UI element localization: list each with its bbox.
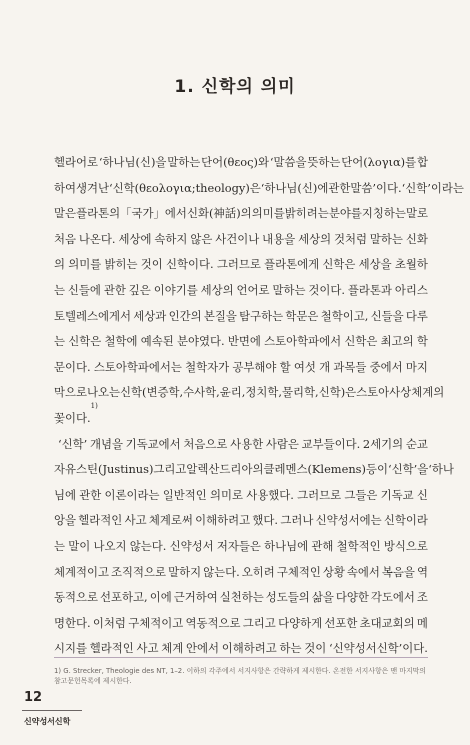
text-line	[54, 611, 428, 637]
word: 탐구하는	[239, 308, 284, 323]
word: 합	[416, 155, 428, 169]
word: ‘하나님(신)에	[260, 180, 329, 195]
word: 신	[416, 487, 428, 502]
word: 말하는	[167, 155, 201, 169]
word: 이처럼	[92, 615, 126, 630]
word: 성도들의	[265, 590, 310, 605]
word: 는	[54, 334, 66, 349]
footnote	[54, 666, 428, 686]
word: 복음을	[381, 564, 415, 579]
word: 역	[416, 564, 428, 579]
word: 관한	[328, 180, 351, 195]
word: 근거하여	[173, 590, 218, 605]
word: 그러므로	[216, 257, 261, 272]
text-line	[54, 380, 445, 406]
word: 것이	[304, 641, 327, 656]
word: 사람은	[265, 436, 299, 451]
word: 말하는	[272, 282, 306, 297]
word: 기독교에서	[125, 436, 181, 451]
word: 않은	[190, 231, 213, 246]
word: 하나님에	[264, 538, 309, 553]
word: 세상을	[358, 257, 392, 272]
word: 플라톤의	[76, 206, 121, 221]
word: 플라톤에게	[264, 257, 320, 272]
word: 체계의	[411, 385, 445, 400]
word: 메	[416, 615, 428, 630]
word: 것처럼	[334, 231, 368, 246]
word: 순교	[405, 436, 428, 451]
word: 것이	[140, 257, 163, 272]
word: ‘신학(θεολογια;	[109, 180, 196, 195]
word: 했다.	[252, 513, 279, 528]
word: 윤리,	[219, 385, 246, 400]
text-line	[54, 432, 428, 458]
word: 체계적이고	[54, 564, 110, 579]
word: 이에	[149, 590, 172, 605]
word: 알렉산드리아의	[186, 462, 264, 477]
word: 헬라어로	[54, 155, 99, 169]
word: 세상의	[298, 231, 332, 246]
word: 분야였다.	[177, 334, 225, 349]
text-line	[54, 508, 428, 534]
word: 철학자가	[185, 359, 230, 374]
word: 신들에	[67, 282, 101, 297]
word: 는	[54, 282, 66, 297]
word: 물리학,	[282, 385, 319, 400]
text-line	[54, 329, 428, 355]
word: 깊은	[128, 282, 151, 297]
word: 관한	[103, 282, 126, 297]
word: 님에	[54, 487, 77, 502]
word: 하여	[54, 180, 77, 195]
word: 2세기의	[362, 436, 404, 451]
word: 구체적이고	[128, 615, 184, 630]
word: 등이	[365, 462, 388, 477]
word: 세상에	[118, 231, 152, 246]
word: ‘하나	[428, 462, 454, 477]
word: 아리스	[394, 282, 428, 297]
word: 다양한	[335, 590, 369, 605]
text-line	[54, 150, 428, 176]
text-line	[54, 636, 428, 662]
word: ‘신약성서신학’이다.	[329, 641, 428, 656]
paragraph-1	[54, 150, 464, 432]
word: 는	[54, 538, 66, 553]
word: 할	[279, 359, 291, 374]
word: 말하지	[168, 564, 202, 579]
word: 말이	[68, 538, 91, 553]
text-line	[54, 457, 454, 483]
word: 실천하는	[219, 590, 264, 605]
word: 이해하려고	[221, 641, 277, 656]
word: 이해하려고	[195, 513, 251, 528]
word: 정치학,	[245, 385, 283, 400]
word: 그리고	[242, 615, 276, 630]
word: 신들을	[370, 308, 404, 323]
word: 신학은	[322, 257, 356, 272]
word: 신학은	[344, 334, 378, 349]
word: 개념을	[89, 436, 123, 451]
word: 교부들이다.	[301, 436, 361, 451]
word: 철학이고,	[320, 308, 369, 323]
word: 조직적으로	[111, 564, 167, 579]
word: 과목들	[333, 359, 367, 374]
word: 신학이다.	[166, 257, 214, 272]
word: 학문은	[285, 308, 319, 323]
word: 신학이라	[383, 513, 428, 528]
word: 헬라적인	[89, 641, 134, 656]
word: 중에서	[369, 359, 403, 374]
word: 삶을	[311, 590, 334, 605]
word: 동적으로	[54, 590, 99, 605]
word: 스토아	[356, 385, 390, 400]
word: 토텔레스에게서	[54, 308, 132, 323]
word: 헬라적인	[78, 513, 123, 528]
word: 것이다.	[308, 282, 346, 297]
word: 의미를	[68, 257, 102, 272]
word: 선포하고,	[100, 590, 148, 605]
text-line	[54, 227, 428, 253]
word: ‘하나님(신)을	[98, 155, 167, 169]
word: ‘말씀을	[269, 155, 307, 169]
word: 초월하	[394, 257, 428, 272]
word: 이야기를	[153, 282, 198, 297]
word: 명한다.	[54, 615, 91, 630]
word: 관해	[311, 538, 334, 553]
word: 이론이라는	[104, 487, 160, 502]
word: 사상	[389, 385, 412, 400]
word: 막으로	[54, 385, 88, 400]
text-line-text: 꽃이다.	[54, 410, 91, 425]
word: 다양하게	[278, 615, 323, 630]
word: 속하지	[154, 231, 188, 246]
word: 스토아학파에서는	[93, 359, 182, 374]
text-line	[54, 176, 464, 202]
word: 자	[54, 462, 66, 477]
word: 단어(θεος)와	[201, 155, 269, 169]
word: 저자들은	[216, 538, 261, 553]
word: 각도에서	[370, 590, 415, 605]
text-line	[54, 278, 428, 304]
word: 반면에	[227, 334, 261, 349]
word: 앙을	[54, 513, 77, 528]
word: 공부해야	[232, 359, 277, 374]
paragraph-2	[54, 432, 454, 662]
word: 일반적인	[162, 487, 207, 502]
word: 언어로	[236, 282, 270, 297]
word: 말씀’이다.	[350, 180, 402, 195]
word: 그러나	[280, 513, 314, 528]
word: 세상의	[200, 282, 234, 297]
text-line	[54, 534, 428, 560]
word: ‘신학’	[58, 436, 88, 451]
word: 구체적인	[276, 564, 321, 579]
word: 밝히려는	[284, 206, 329, 221]
word: 분야를	[328, 206, 362, 221]
word: 역동적으로	[185, 615, 241, 630]
word: 지칭하는	[361, 206, 406, 221]
word: 말로	[405, 206, 428, 221]
word: 사건이나	[215, 231, 260, 246]
footnote-line: 1) G. Strecker, Theologie des NT, 1–2. 이하의 각주에서 서지사항은 간략하게 제시한다. 온전한 서지사항은 맨 마지막의	[54, 667, 426, 675]
word: 말하는	[369, 231, 403, 246]
word: 마지	[405, 359, 428, 374]
word: ‘신학’이라는	[401, 180, 464, 195]
word: 신학)은	[318, 385, 357, 400]
word: 의	[54, 257, 66, 272]
word: 신약성서에는	[315, 513, 382, 528]
word: 플라톤과	[347, 282, 392, 297]
word: 세상과	[133, 308, 167, 323]
word: 학	[416, 334, 428, 349]
word: 유스틴(Justinus)	[65, 462, 154, 477]
word: 그들은	[344, 487, 378, 502]
word: 사고	[136, 641, 159, 656]
word: 내용을	[262, 231, 296, 246]
word: 단어(λογια)를	[341, 155, 417, 169]
text-line	[54, 201, 428, 227]
word: 초대교회의	[359, 615, 415, 630]
word: 철학적인	[336, 538, 381, 553]
word: 인간의	[168, 308, 202, 323]
word: 하는	[279, 641, 302, 656]
word: 최고의	[380, 334, 414, 349]
word: 스토아학파에서	[264, 334, 342, 349]
word: 생겨난	[76, 180, 110, 195]
page-number-rule	[22, 710, 82, 711]
footnote-marker[interactable]: 1)	[90, 401, 98, 410]
word: 체계로써	[148, 513, 193, 528]
body-text	[54, 150, 464, 662]
word: 않는다.	[129, 538, 167, 553]
word: 다루	[405, 308, 428, 323]
word: 상황	[322, 564, 345, 579]
text-line-last	[54, 401, 428, 432]
word: 그리고	[153, 462, 187, 477]
word: 관한	[79, 487, 102, 502]
text-line	[54, 304, 428, 330]
word: 속에서	[346, 564, 380, 579]
word: theology)은	[195, 180, 261, 195]
text-line	[54, 483, 428, 509]
word: 뜻하는	[307, 155, 341, 169]
word: 철학에	[104, 334, 138, 349]
footnote-line: 참고문헌목록에 제시한다.	[54, 677, 132, 685]
word: 나오지	[93, 538, 127, 553]
section-title: 1. 신학의 의미	[174, 77, 296, 97]
word: 말은	[54, 206, 77, 221]
word: 그러므로	[297, 487, 342, 502]
running-title: 신약성서신학	[24, 717, 71, 726]
word: 예속된	[140, 334, 174, 349]
text-line	[54, 252, 428, 278]
word: 처음으로	[183, 436, 228, 451]
word: 신화	[405, 231, 428, 246]
word: 조	[416, 590, 428, 605]
footnote-divider	[54, 657, 428, 658]
word: 않는다.	[203, 564, 240, 579]
word: 개	[319, 359, 331, 374]
text-line	[54, 355, 428, 381]
word: 여섯	[293, 359, 316, 374]
page-number: 12	[24, 690, 43, 705]
word: 신학은	[68, 334, 102, 349]
word: 의미로	[210, 487, 244, 502]
word: 사용했다.	[246, 487, 294, 502]
word: 안에서	[186, 641, 220, 656]
word: 시지를	[54, 641, 88, 656]
word: 나온다.	[78, 231, 116, 246]
word: 처음	[54, 231, 77, 246]
word: 기독교	[380, 487, 414, 502]
word: 「국가」에서	[120, 206, 187, 221]
word: 밝히는	[104, 257, 138, 272]
word: 문이다.	[54, 359, 91, 374]
word: 체계	[161, 641, 184, 656]
word: 클레멘스(Klemens)	[263, 462, 366, 477]
word: 방식으로	[383, 538, 428, 553]
word: 나오는	[87, 385, 121, 400]
text-line	[54, 585, 428, 611]
word: 의미를	[251, 206, 285, 221]
word: 신화(神話)의	[186, 206, 252, 221]
word: 오히려	[241, 564, 275, 579]
word: 선포한	[324, 615, 358, 630]
word: 신약성서	[169, 538, 214, 553]
word: 사용한	[230, 436, 264, 451]
word: ‘신학’을	[388, 462, 429, 477]
word: 본질을	[203, 308, 237, 323]
text-line	[54, 560, 428, 586]
word: 사고	[124, 513, 147, 528]
word: 신학(변증학,	[120, 385, 184, 400]
word: 수사학,	[183, 385, 220, 400]
